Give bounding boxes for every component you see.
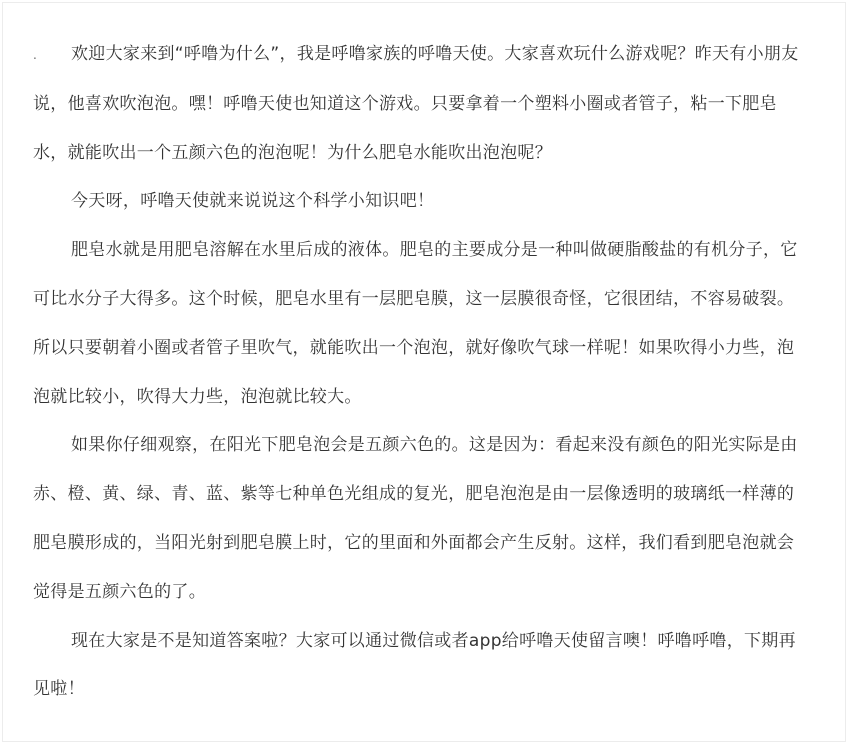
paragraph-closing: 现在大家是不是知道答案啦？大家可以通过微信或者app给呼噜天使留言噢！呼噜呼噜，下期再见啦！ [33,630,796,700]
paragraph-colors: 如果你仔细观察，在阳光下肥皂泡会是五颜六色的。这是因为：看起来没有颜色的阳光实际是由赤、橙、黄、绿、青、蓝、紫等七种单色光组成的复光，肥皂泡泡是由一层像透明的玻璃纸一样薄的肥皂膜形成的，当阳光射到肥皂膜上时，它的里面和外面都会产生反射。这样，我们看到肥皂泡就会觉得是五颜六色的了。 [33,435,798,602]
page-frame [2,2,846,742]
article-body [33,30,809,714]
paragraph-topic: 今天呀，呼噜天使就来说说这个科学小知识吧！ [71,191,435,212]
paragraph-soap-film: 肥皂水就是用肥皂溶解在水里后成的液体。肥皂的主要成分是一种叫做硬脂酸盐的有机分子，它可比水分子大得多。这个时候，肥皂水里有一层肥皂膜，这一层膜很奇怪，它很团结，不容易破裂。所以只要朝着小圈或者管子里吹气，就能吹出一个泡泡，就好像吹气球一样呢！如果吹得小力些，泡泡就比较小，吹得大力些，泡泡就比较大。 [33,240,798,407]
paragraph-intro [33,30,809,177]
paragraph-intro-text: 欢迎大家来到“呼噜为什么”，我是呼噜家族的呼噜天使。大家喜欢玩什么游戏呢？昨天有小朋友说，他喜欢吹泡泡。嘿！呼噜天使也知道这个游戏。只要拿着一个塑料小圈或者管子，粘一下肥皂水，就能吹出一个五颜六色的泡泡呢！为什么肥皂水能吹出泡泡呢？ [33,44,799,163]
leading-dot-mark: . [33,48,38,62]
